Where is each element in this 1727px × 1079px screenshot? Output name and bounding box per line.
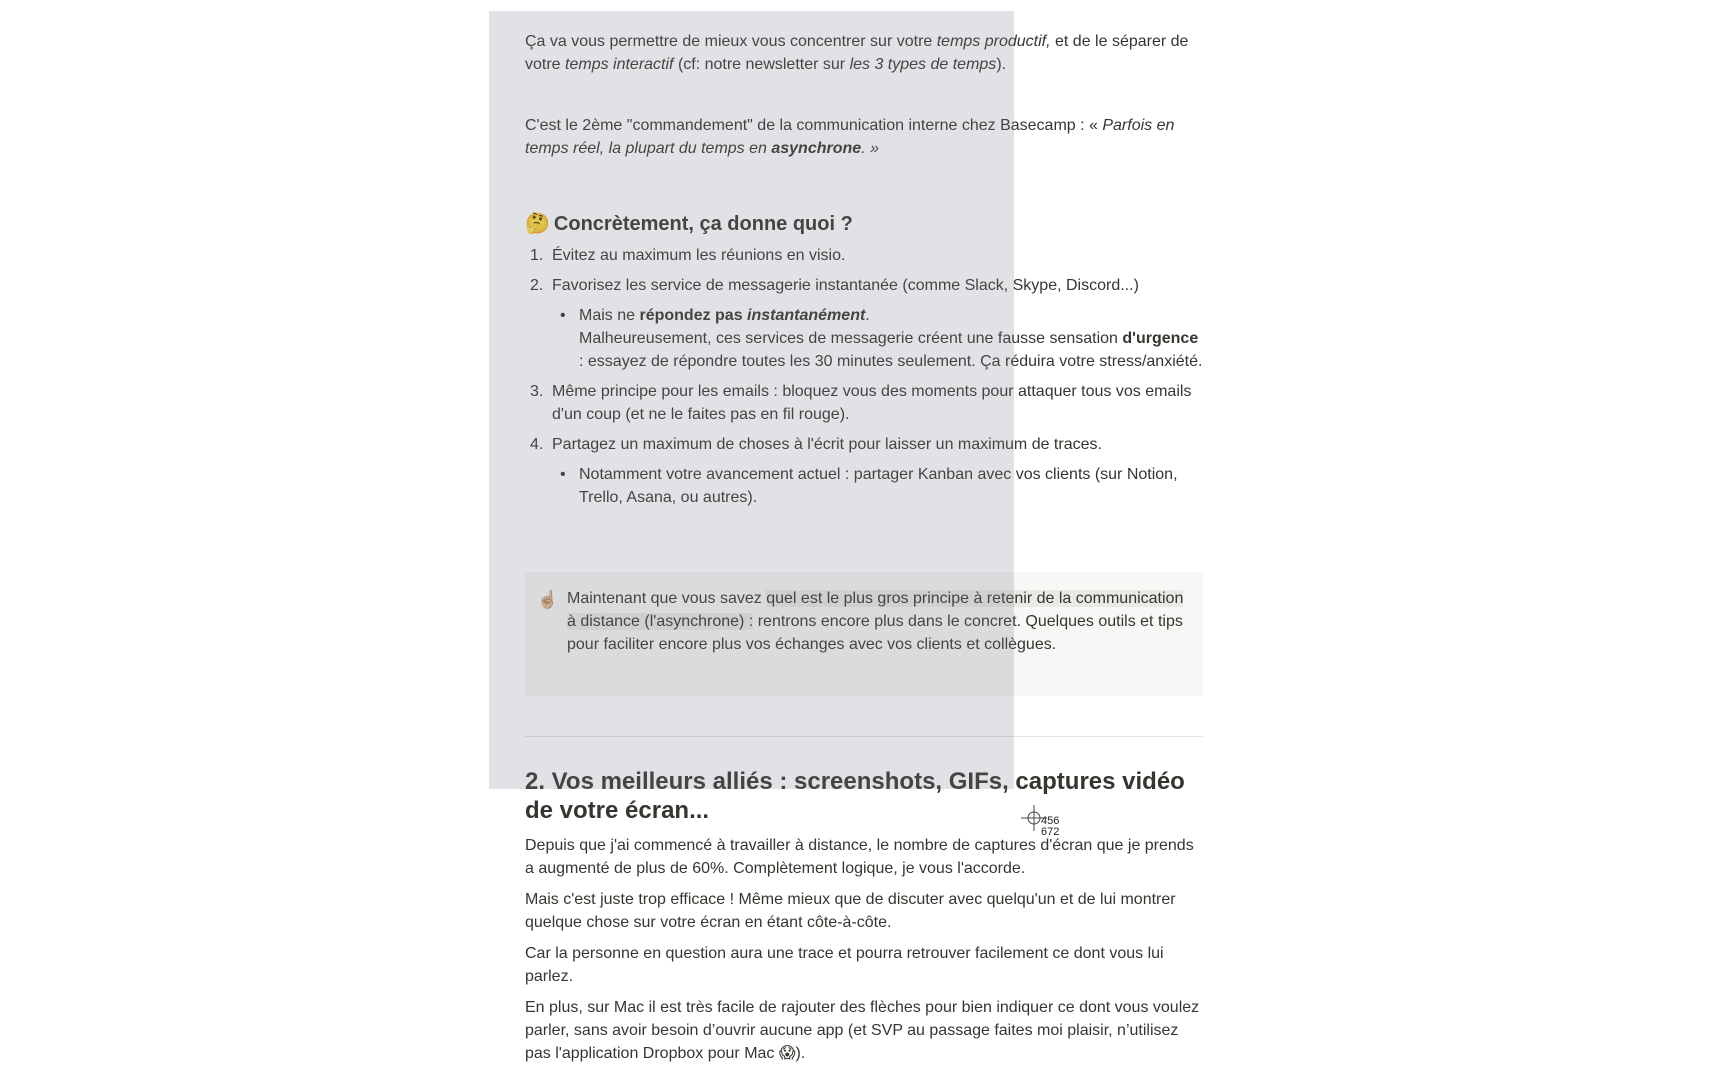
italic-run: temps productif,	[936, 33, 1051, 50]
italic-run: . »	[861, 140, 879, 157]
paragraph-temps	[525, 30, 1203, 76]
highlighted-text: quel est le plus gros principe à retenir de la communication à distance (l'asynchrone) :	[567, 590, 1184, 630]
italic-link[interactable]: les 3 types de temps	[849, 56, 997, 73]
list-item	[525, 244, 1203, 267]
paragraph-captures: Depuis que j'ai commencé à travailler à distance, le nombre de captures d'écran que je prends a augmenté de plus de 60%. Complètement logique, je vous l'accorde.	[525, 837, 1194, 877]
paragraph-mac	[525, 996, 1203, 1065]
paragraph-efficace: Mais c'est juste trop efficace ! Même mieux que de discuter avec quelqu'un et de lui montrer quelque chose sur votre écran en étant côte-à-côte.	[525, 891, 1176, 931]
list-number: 4.	[530, 436, 544, 453]
pointing-up-icon: ☝🏼	[537, 590, 559, 609]
bullet-item	[552, 304, 1203, 373]
paragraph-basecamp	[525, 114, 1203, 160]
text-run: .	[865, 307, 870, 324]
text-run: Notamment votre avancement actuel : partager Kanban avec vos clients (sur Notion, Trello, Asana, ou autres).	[579, 466, 1178, 506]
list-number: 3.	[530, 383, 544, 400]
bulleted-list	[552, 463, 1203, 509]
list-item	[525, 274, 1203, 373]
list-number: 2.	[530, 277, 544, 294]
italic-run: Parfois en temps réel, la plupart du temps en	[525, 117, 1175, 157]
thinking-face-icon: 🤔	[525, 213, 550, 235]
divider	[525, 736, 1203, 737]
text-run: ).	[996, 56, 1007, 73]
coordinate-x: 456	[1041, 815, 1060, 827]
list-item	[525, 380, 1203, 426]
screaming-face-icon: 😱	[778, 1045, 796, 1062]
bold-run: d'urgence	[1122, 330, 1199, 347]
text-run: rentrons encore plus dans le concret. Quelques outils et tips pour faciliter encore plus vos échanges avec vos clients et collègues.	[567, 613, 1183, 653]
text-run: : essayez de répondre toutes les 30 minutes seulement. Ça réduira votre stress/anxiété.	[579, 353, 1203, 370]
numbered-list	[525, 244, 1203, 516]
bold-run: répondez pas	[639, 307, 748, 324]
section-heading-concretement	[525, 210, 1203, 238]
paragraph-trace: Car la personne en question aura une trace et pourra retrouver facilement ce dont vous lui parlez.	[525, 945, 1164, 985]
heading-text: Concrètement, ça donne quoi ?	[553, 213, 853, 235]
list-item-text: Évitez au maximum les réunions en visio.	[552, 247, 846, 264]
text-run: ).	[795, 1045, 806, 1062]
text-run: En plus, sur Mac il est très facile de rajouter des flèches pour bien indiquer ce dont vous voulez parler, sans avoir besoin d’ouvrir aucune app (et SVP au passage faites moi plaisir, n’utilisez pas l'application Dropbox pour Mac	[525, 999, 1200, 1062]
coordinate-y: 672	[1041, 826, 1060, 838]
text-run: et de le séparer de votre	[525, 33, 1189, 73]
text-run: Ça va vous permettre de mieux vous concentrer sur votre	[525, 33, 937, 50]
list-item	[525, 433, 1203, 509]
bold-italic-run: instantanément	[747, 307, 866, 324]
text-run: Mais ne	[579, 307, 640, 324]
bullet-item	[552, 463, 1203, 509]
list-number: 1.	[530, 247, 544, 264]
bold-italic-run: asynchrone	[771, 140, 862, 157]
italic-run: temps interactif	[565, 56, 674, 73]
text-run: Malheureusement, ces services de messagerie créent une fausse sensation	[579, 330, 1123, 347]
section-heading-allies: 2. Vos meilleurs alliés : screenshots, GIFs, captures vidéo de votre écran...	[525, 768, 1185, 824]
list-item-text: Même principe pour les emails : bloquez vous des moments pour attaquer tous vos emails d'un coup (et ne le faites pas en fil rouge).	[552, 383, 1192, 423]
text-run: C'est le 2ème "commandement" de la communication interne chez Basecamp : «	[525, 117, 1103, 134]
list-item-text: Partagez un maximum de choses à l'écrit pour laisser un maximum de traces.	[552, 436, 1102, 453]
text-run: (cf: notre newsletter sur	[673, 56, 850, 73]
cursor-coordinate-readout	[1041, 816, 1059, 838]
bulleted-list	[552, 304, 1203, 373]
list-item-text: Favorisez les service de messagerie instantanée (comme Slack, Skype, Discord...)	[552, 277, 1139, 294]
text-run: Maintenant que vous savez	[567, 590, 767, 607]
callout-box	[525, 572, 1203, 696]
